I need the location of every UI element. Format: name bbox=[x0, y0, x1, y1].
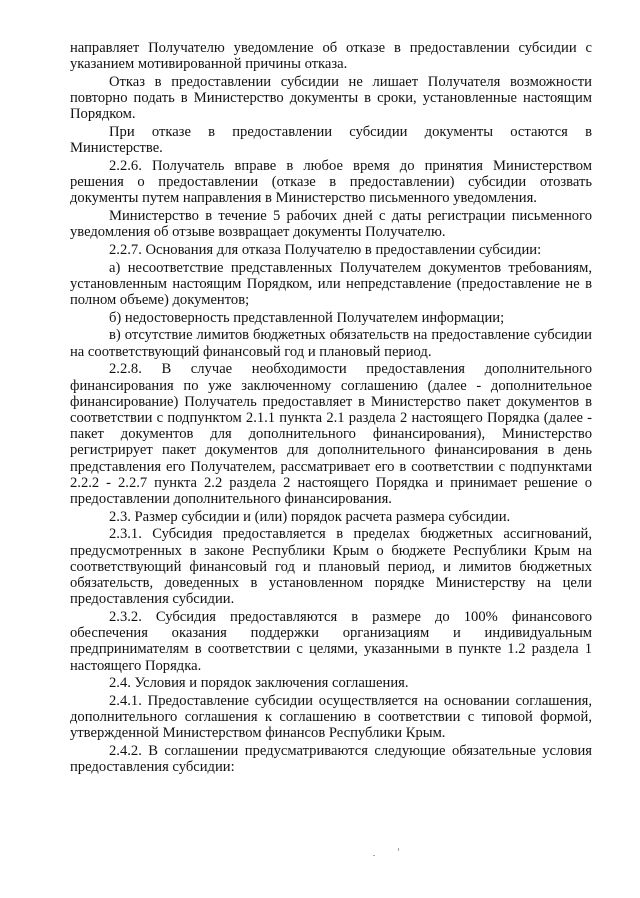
section-heading-2-4: 2.4. Условия и порядок заключения соглашения. bbox=[109, 675, 409, 692]
clause-2-2-6: 2.2.6. Получатель вправе в любое время до принятия Министерством решения о предоставлении (отказе в предоставлении) субсидии отозвать документы путем направления в Министерство письменного уведомления. bbox=[70, 157, 592, 207]
document-body bbox=[70, 40, 592, 775]
scan-speck bbox=[398, 848, 399, 851]
paragraph: направляет Получателю уведомление об отказе в предоставлении субсидии с указанием мотивированной причины отказа. bbox=[70, 40, 592, 73]
clause-2-3-2: 2.3.2. Субсидия предоставляются в размере до 100% финансового обеспечения оказания поддержки организациям и индивидуальным предпринимателям в соответствии с целями, указанными в пункте 1.2 раздела 1 настоящего Порядка. bbox=[70, 608, 592, 674]
clause-2-4-1: 2.4.1. Предоставление субсидии осуществляется на основании соглашения, дополнительного соглашения к соглашению в соответствии с типовой формой, утвержденной Министерством финансов Республики Крым. bbox=[70, 692, 592, 742]
paragraph: При отказе в предоставлении субсидии документы остаются в Министерстве. bbox=[70, 124, 592, 157]
list-item-b: б) недостоверность представленной Получателем информации; bbox=[109, 309, 505, 326]
list-item-v: в) отсутствие лимитов бюджетных обязательств на предоставление субсидии на соответствующий финансовый год и плановый период. bbox=[70, 327, 592, 360]
section-heading-2-3: 2.3. Размер субсидии и (или) порядок расчета размера субсидии. bbox=[109, 508, 511, 525]
clause-2-2-8: 2.2.8. В случае необходимости предоставления дополнительного финансирования по уже заключенному соглашению (далее - дополнительное финансирование) Получатель предоставляет в Министерство пакет документов в соответствии с подпунктом 2.1.1 пункта 2.1 раздела 2 настоящего Порядка (далее - пакет документов для дополнительного финансирования), Министерство регистрирует пакет документов для дополнительного финансирования в день представления его Получателем, рассматривает его в соответствии с подпунктами 2.2.2 - 2.2.7 пункта 2.2 раздела 2 настоящего Порядка и принимает решение о предоставлении дополнительного финансирования. bbox=[70, 361, 592, 507]
clause-2-2-7: 2.2.7. Основания для отказа Получателю в предоставлении субсидии: bbox=[109, 241, 542, 258]
clause-2-3-1: 2.3.1. Субсидия предоставляется в пределах бюджетных ассигнований, предусмотренных в законе Республики Крым о бюджете Республики Крым на соответствующий финансовый год и плановый период, и лимитов бюджетных обязательств, доведенных в установленном порядке Министерству на цели предоставления субсидии. bbox=[70, 526, 592, 608]
scan-speck bbox=[373, 855, 375, 856]
paragraph: Министерство в течение 5 рабочих дней с даты регистрации письменного уведомления об отзыве возвращает документы Получателю. bbox=[70, 208, 592, 241]
list-item-a: а) несоответствие представленных Получателем документов требованиям, установленным настоящим Порядком, или непредставление (предоставление не в полном объеме) документов; bbox=[70, 259, 592, 309]
clause-2-4-2: 2.4.2. В соглашении предусматриваются следующие обязательные условия предоставления субсидии: bbox=[70, 743, 592, 776]
paragraph: Отказ в предоставлении субсидии не лишает Получателя возможности повторно подать в Министерство документы в сроки, установленные настоящим Порядком. bbox=[70, 73, 592, 123]
